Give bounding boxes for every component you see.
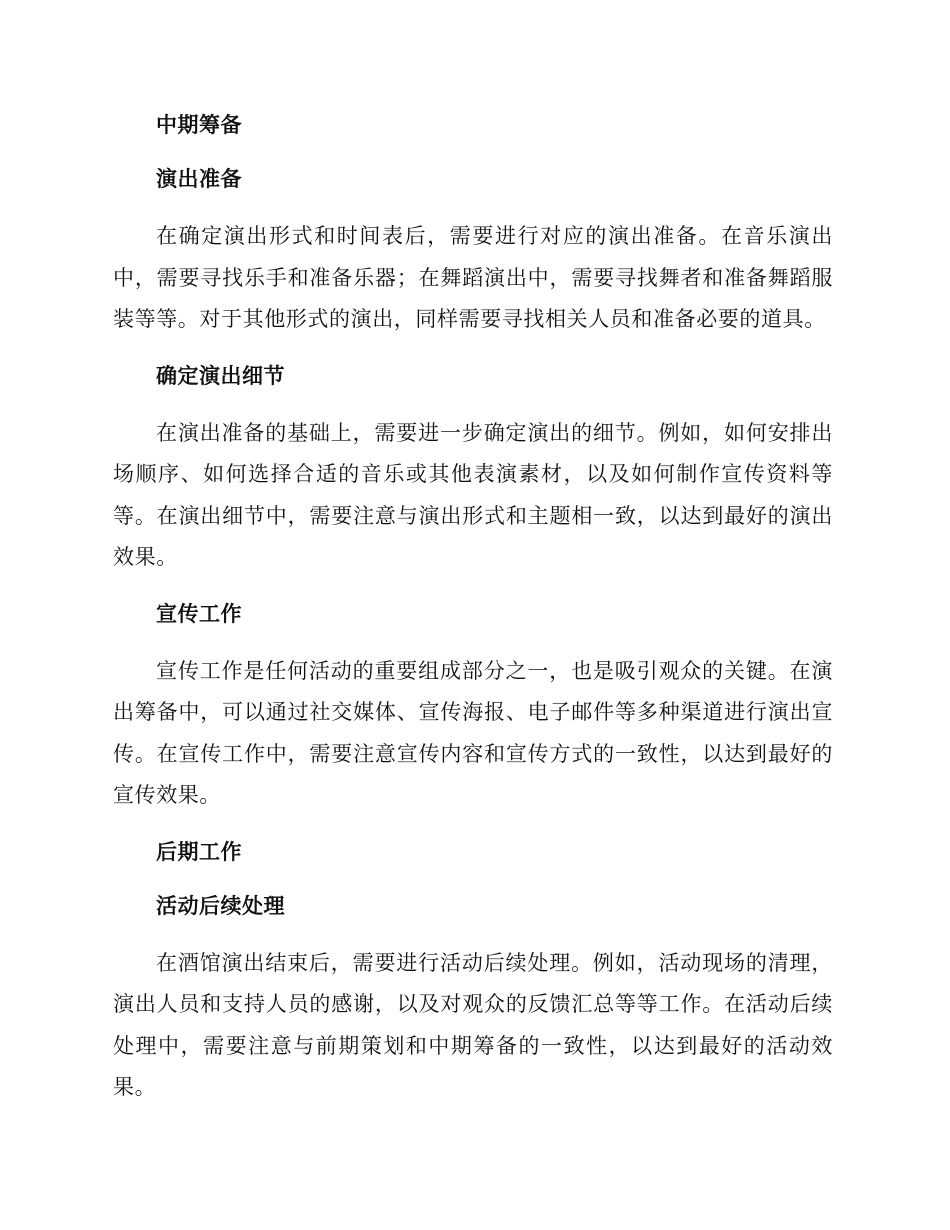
section-heading-performance-prep: 演出准备 [156,167,242,191]
paragraph-follow-up: 在酒馆演出结束后，需要进行活动后续处理。例如，活动现场的清理，演出人员和支持人员的感谢，以及对观众的反馈汇总等等工作。在活动后续处理中，需要注意与前期策划和中期筹备的一致性，以达到最好的活动效果。 [113,950,833,1099]
paragraph-promotion: 宣传工作是任何活动的重要组成部分之一，也是吸引观众的关键。在演出筹备中，可以通过社交媒体、宣传海报、电子邮件等多种渠道进行演出宣传。在宣传工作中，需要注意宣传内容和宣传方式的一致性，以达到最好的宣传效果。 [113,658,833,807]
paragraph-performance-details: 在演出准备的基础上，需要进一步确定演出的细节。例如，如何安排出场顺序、如何选择合适的音乐或其他表演素材，以及如何制作宣传资料等等。在演出细节中，需要注意与演出形式和主题相一致，以达到最好的演出效果。 [113,420,833,569]
section-heading-follow-up: 活动后续处理 [156,893,285,918]
paragraph-performance-prep: 在确定演出形式和时间表后，需要进行对应的演出准备。在音乐演出中，需要寻找乐手和准备乐器；在舞蹈演出中，需要寻找舞者和准备舞蹈服装等等。对于其他形式的演出，同样需要寻找相关人员和准备必要的道具。 [113,224,833,331]
section-heading-post-work: 后期工作 [156,839,242,864]
section-heading-midterm-prep: 中期筹备 [156,113,242,137]
document-page [113,108,833,1127]
section-heading-performance-details: 确定演出细节 [156,363,285,388]
section-heading-promotion: 宣传工作 [156,601,242,626]
